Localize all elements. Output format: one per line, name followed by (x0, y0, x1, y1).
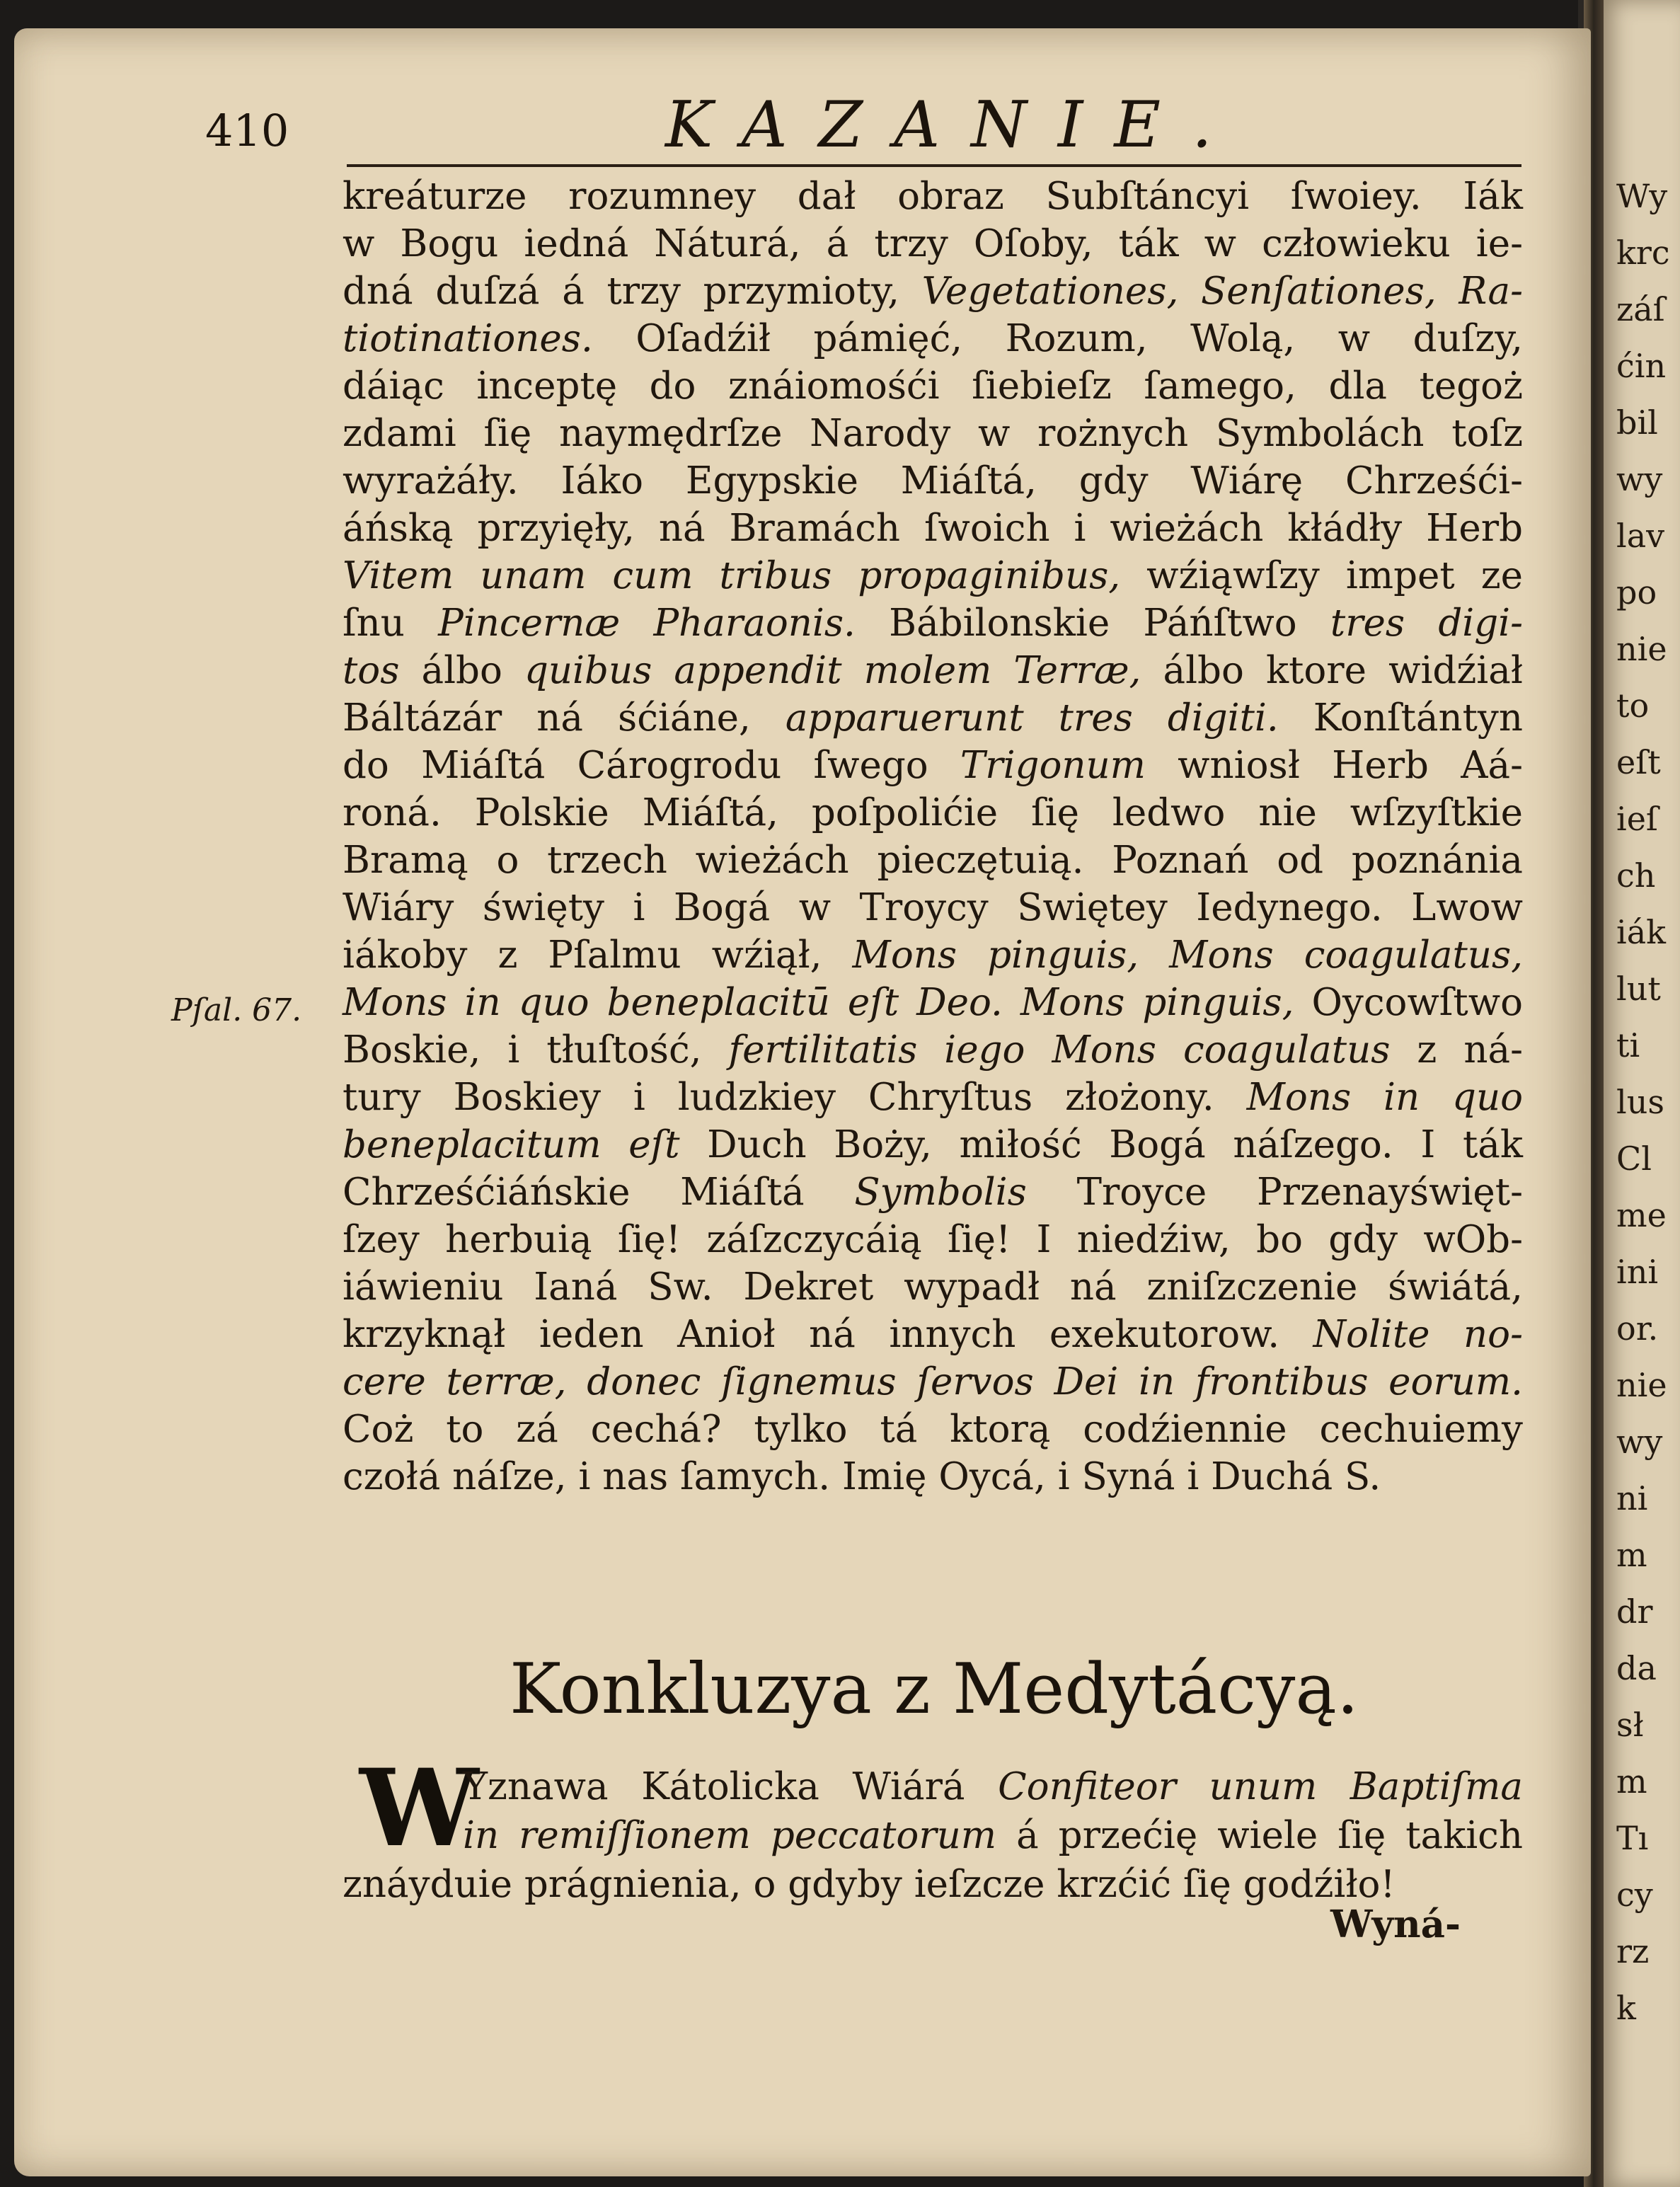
section-heading: Konkluzya z Medytácyą. (510, 1649, 1359, 1730)
text-line (343, 1026, 1523, 1074)
text-run: Konſtántyn (1278, 696, 1523, 740)
text-line (343, 1860, 1523, 1909)
text-line (343, 552, 1523, 599)
adjacent-page-fragment: ni (1616, 1479, 1648, 1517)
text-line (343, 1074, 1523, 1121)
text-run: wyrażáły. Iáko Egypskie Miáſtá, gdy Wiárę Chrześći- (343, 459, 1523, 503)
adjacent-page-fragment: k (1616, 1989, 1636, 2027)
text-line (343, 315, 1523, 362)
text-run: czołá náſze, i nas ſamych. Imię Oycá, i Syná i Duchá S. (343, 1455, 1381, 1498)
text-line (343, 1169, 1523, 1216)
text-run: wniosł Herb Aá- (1145, 744, 1523, 787)
text-run: Troyce Przenayświęt- (1026, 1171, 1523, 1214)
latin-phrase: in remiſſionem peccatorum (463, 1814, 997, 1857)
latin-phrase: Mons in quo beneplacitū eſt Deo. Mons pinguis, (343, 981, 1294, 1024)
adjacent-page-fragment: Wy (1616, 177, 1668, 215)
latin-phrase: fertilitatis iego Mons coagulatus (728, 1028, 1391, 1072)
latin-phrase: beneplacitum eſt (343, 1123, 680, 1166)
text-line (343, 1311, 1523, 1358)
adjacent-page-fragment: sł (1616, 1706, 1644, 1744)
text-run: iákoby z Pſalmu wźiął, (343, 934, 853, 977)
latin-phrase: quibus appendit molem Terræ, (524, 649, 1141, 692)
adjacent-page-fragment: Cl (1616, 1140, 1652, 1178)
adjacent-page-fragment: po (1616, 573, 1657, 612)
margin-note: Pſal. 67. (171, 992, 302, 1028)
text-line (343, 1121, 1523, 1169)
adjacent-page-fragment: iák (1616, 913, 1667, 951)
latin-phrase: tiotinationes. (343, 317, 593, 360)
adjacent-page-fragment: ini (1616, 1253, 1659, 1291)
text-line (343, 1358, 1523, 1406)
adjacent-page-fragment: ieſ (1616, 800, 1658, 838)
text-line (343, 220, 1523, 268)
adjacent-page-fragment: da (1616, 1649, 1657, 1687)
text-run: Oycowſtwo (1294, 981, 1523, 1024)
adjacent-page-fragment: m (1616, 1762, 1647, 1801)
latin-phrase: Nolite no- (1313, 1313, 1523, 1356)
text-run: znáyduie prágnienia, o gdyby ieſzcze krzćić ſię godźiło! (343, 1863, 1396, 1906)
adjacent-page-fragment: ćin (1616, 347, 1667, 385)
text-line (343, 1453, 1523, 1500)
text-run: Coż to zá cechá? tylko tá ktorą codźiennie cechuiemy (343, 1408, 1523, 1451)
adjacent-page-fragment: wy (1616, 1423, 1663, 1461)
text-line (343, 173, 1523, 220)
adjacent-page-fragment: eſt (1616, 743, 1661, 781)
adjacent-page-fragment: nie (1616, 630, 1667, 668)
latin-phrase: tres digi- (1330, 602, 1524, 645)
text-line (343, 362, 1523, 410)
latin-phrase: cere terræ, donec ſignemus ſervos Dei in frontibus eorum. (343, 1360, 1523, 1404)
running-title: KAZANIE. (665, 88, 1243, 162)
page-number: 410 (205, 105, 289, 156)
catchword: Wyná- (1330, 1902, 1461, 1946)
latin-phrase: Vegetationes, Senſationes, Ra- (921, 270, 1523, 313)
adjacent-page-fragment: lut (1616, 970, 1661, 1008)
text-line (343, 742, 1523, 789)
adjacent-page-fragment: to (1616, 687, 1650, 725)
text-run: tury Boskiey i ludzkiey Chryſtus złożony. (343, 1076, 1247, 1119)
latin-phrase: Trigonum (960, 744, 1146, 787)
adjacent-page-fragment: rz (1616, 1932, 1650, 1970)
adjacent-page-fragment: lus (1616, 1083, 1664, 1121)
text-line (343, 1811, 1523, 1860)
text-line (343, 1762, 1523, 1811)
text-run: iáwieniu Ianá Sw. Dekret wypadł ná zniſzczenie świátá, (343, 1265, 1523, 1309)
text-line (343, 599, 1523, 647)
text-run: krzyknął ieden Anioł ná innych exekutorow. (343, 1313, 1313, 1356)
text-run: ſzey herbuią ſię! záſzczycáią ſię! I niedźiw, bo gdy wOb- (343, 1218, 1523, 1261)
latin-phrase: Vitem unam cum tribus propaginibus, (343, 554, 1121, 597)
adjacent-page-fragment: ti (1616, 1026, 1640, 1064)
text-run: álbo (399, 649, 524, 692)
text-line (343, 647, 1523, 694)
latin-phrase: Mons pinguis, Mons coagulatus, (852, 934, 1523, 977)
latin-phrase: Mons in quo (1246, 1076, 1523, 1119)
text-run: Wiáry święty i Bogá w Troycy Swiętey Iedynego. Lwow (343, 886, 1523, 929)
text-run: wźiąwſzy impet ze (1120, 554, 1523, 597)
text-line (343, 837, 1523, 884)
text-line (343, 979, 1523, 1026)
latin-phrase: Confiteor unum Baptiſma (998, 1765, 1523, 1808)
text-run: Chrześćiáńskie Miáſtá (343, 1171, 855, 1214)
adjacent-page-fragment: lav (1616, 517, 1665, 555)
text-run: Báltázár ná śćiáne, (343, 696, 786, 740)
adjacent-page-fragment: or. (1616, 1309, 1659, 1348)
text-line (343, 457, 1523, 505)
section-text (343, 1762, 1523, 1909)
text-run: roná. Polskie Miáſtá, poſpolićie ſię ledwo nie wſzyſtkie (343, 791, 1523, 834)
text-run: á przećię wiele ſię takich (996, 1814, 1523, 1857)
text-line (343, 931, 1523, 979)
body-text (343, 173, 1523, 1500)
text-line (343, 884, 1523, 931)
text-line (343, 505, 1523, 552)
text-run: Oſadźił pámięć, Rozum, Wolą, w duſzy, (592, 317, 1523, 360)
adjacent-page-fragment: krc (1616, 234, 1670, 272)
text-run: w Bogu iedná Náturá, á trzy Oſoby, ták w człowieku ie- (343, 222, 1523, 265)
adjacent-page-fragment: dr (1616, 1592, 1653, 1631)
text-run: álbo ktore widźiał (1141, 649, 1523, 692)
text-line (343, 1406, 1523, 1453)
adjacent-page-fragment: bil (1616, 403, 1658, 442)
text-run: Duch Boży, miłość Bogá náſzego. I ták (679, 1123, 1523, 1166)
text-run: ſnu (343, 602, 439, 645)
drop-cap: W (359, 1746, 479, 1871)
text-run: Yznawa Kátolicka Wiárá (463, 1765, 999, 1808)
adjacent-page-fragment: Tı (1616, 1819, 1649, 1857)
adjacent-page-fragment: cy (1616, 1876, 1653, 1914)
adjacent-page-fragment: ch (1616, 856, 1656, 895)
adjacent-page-fragment: nie (1616, 1366, 1667, 1404)
text-run: dáiąc inceptę do znáiomośći ſiebieſz ſamego, dla tegoż (343, 364, 1523, 408)
adjacent-page-fragment: me (1616, 1196, 1667, 1234)
text-run: Bramą o trzech wieżách pieczętuią. Poznań od poznánia (343, 839, 1523, 882)
text-run: Boskie, i tłuſtość, (343, 1028, 729, 1072)
adjacent-page (1599, 0, 1680, 2187)
text-line (343, 1263, 1523, 1311)
text-line (343, 268, 1523, 315)
text-line (343, 1216, 1523, 1263)
text-line (343, 410, 1523, 457)
latin-phrase: Pincernæ Pharaonis. (438, 602, 856, 645)
latin-phrase: Symbolis (854, 1171, 1027, 1214)
header-rule (347, 164, 1521, 167)
text-run: z ná- (1390, 1028, 1524, 1072)
text-run: áńską przyięły, ná Bramách ſwoich i wieżách kłádły Herb (343, 507, 1523, 550)
text-run: zdami ſię naymędrſze Narody w rożnych Symbolách toſz (343, 412, 1523, 455)
adjacent-page-fragment: wy (1616, 460, 1663, 498)
text-run: kreáturze rozumney dał obraz Subſtáncyi ſwoiey. Iák (343, 175, 1523, 218)
adjacent-page-fragment: m (1616, 1536, 1647, 1574)
adjacent-page-fragment: záſ (1616, 290, 1665, 328)
text-line (343, 694, 1523, 742)
text-run: do Miáſtá Cárogrodu ſwego (343, 744, 960, 787)
latin-phrase: tos (343, 649, 400, 692)
text-run: Bábilonskie Páńſtwo (855, 602, 1330, 645)
text-run: dná duſzá á trzy przymioty, (343, 270, 922, 313)
text-line (343, 789, 1523, 837)
latin-phrase: apparuerunt tres digiti. (785, 696, 1279, 740)
